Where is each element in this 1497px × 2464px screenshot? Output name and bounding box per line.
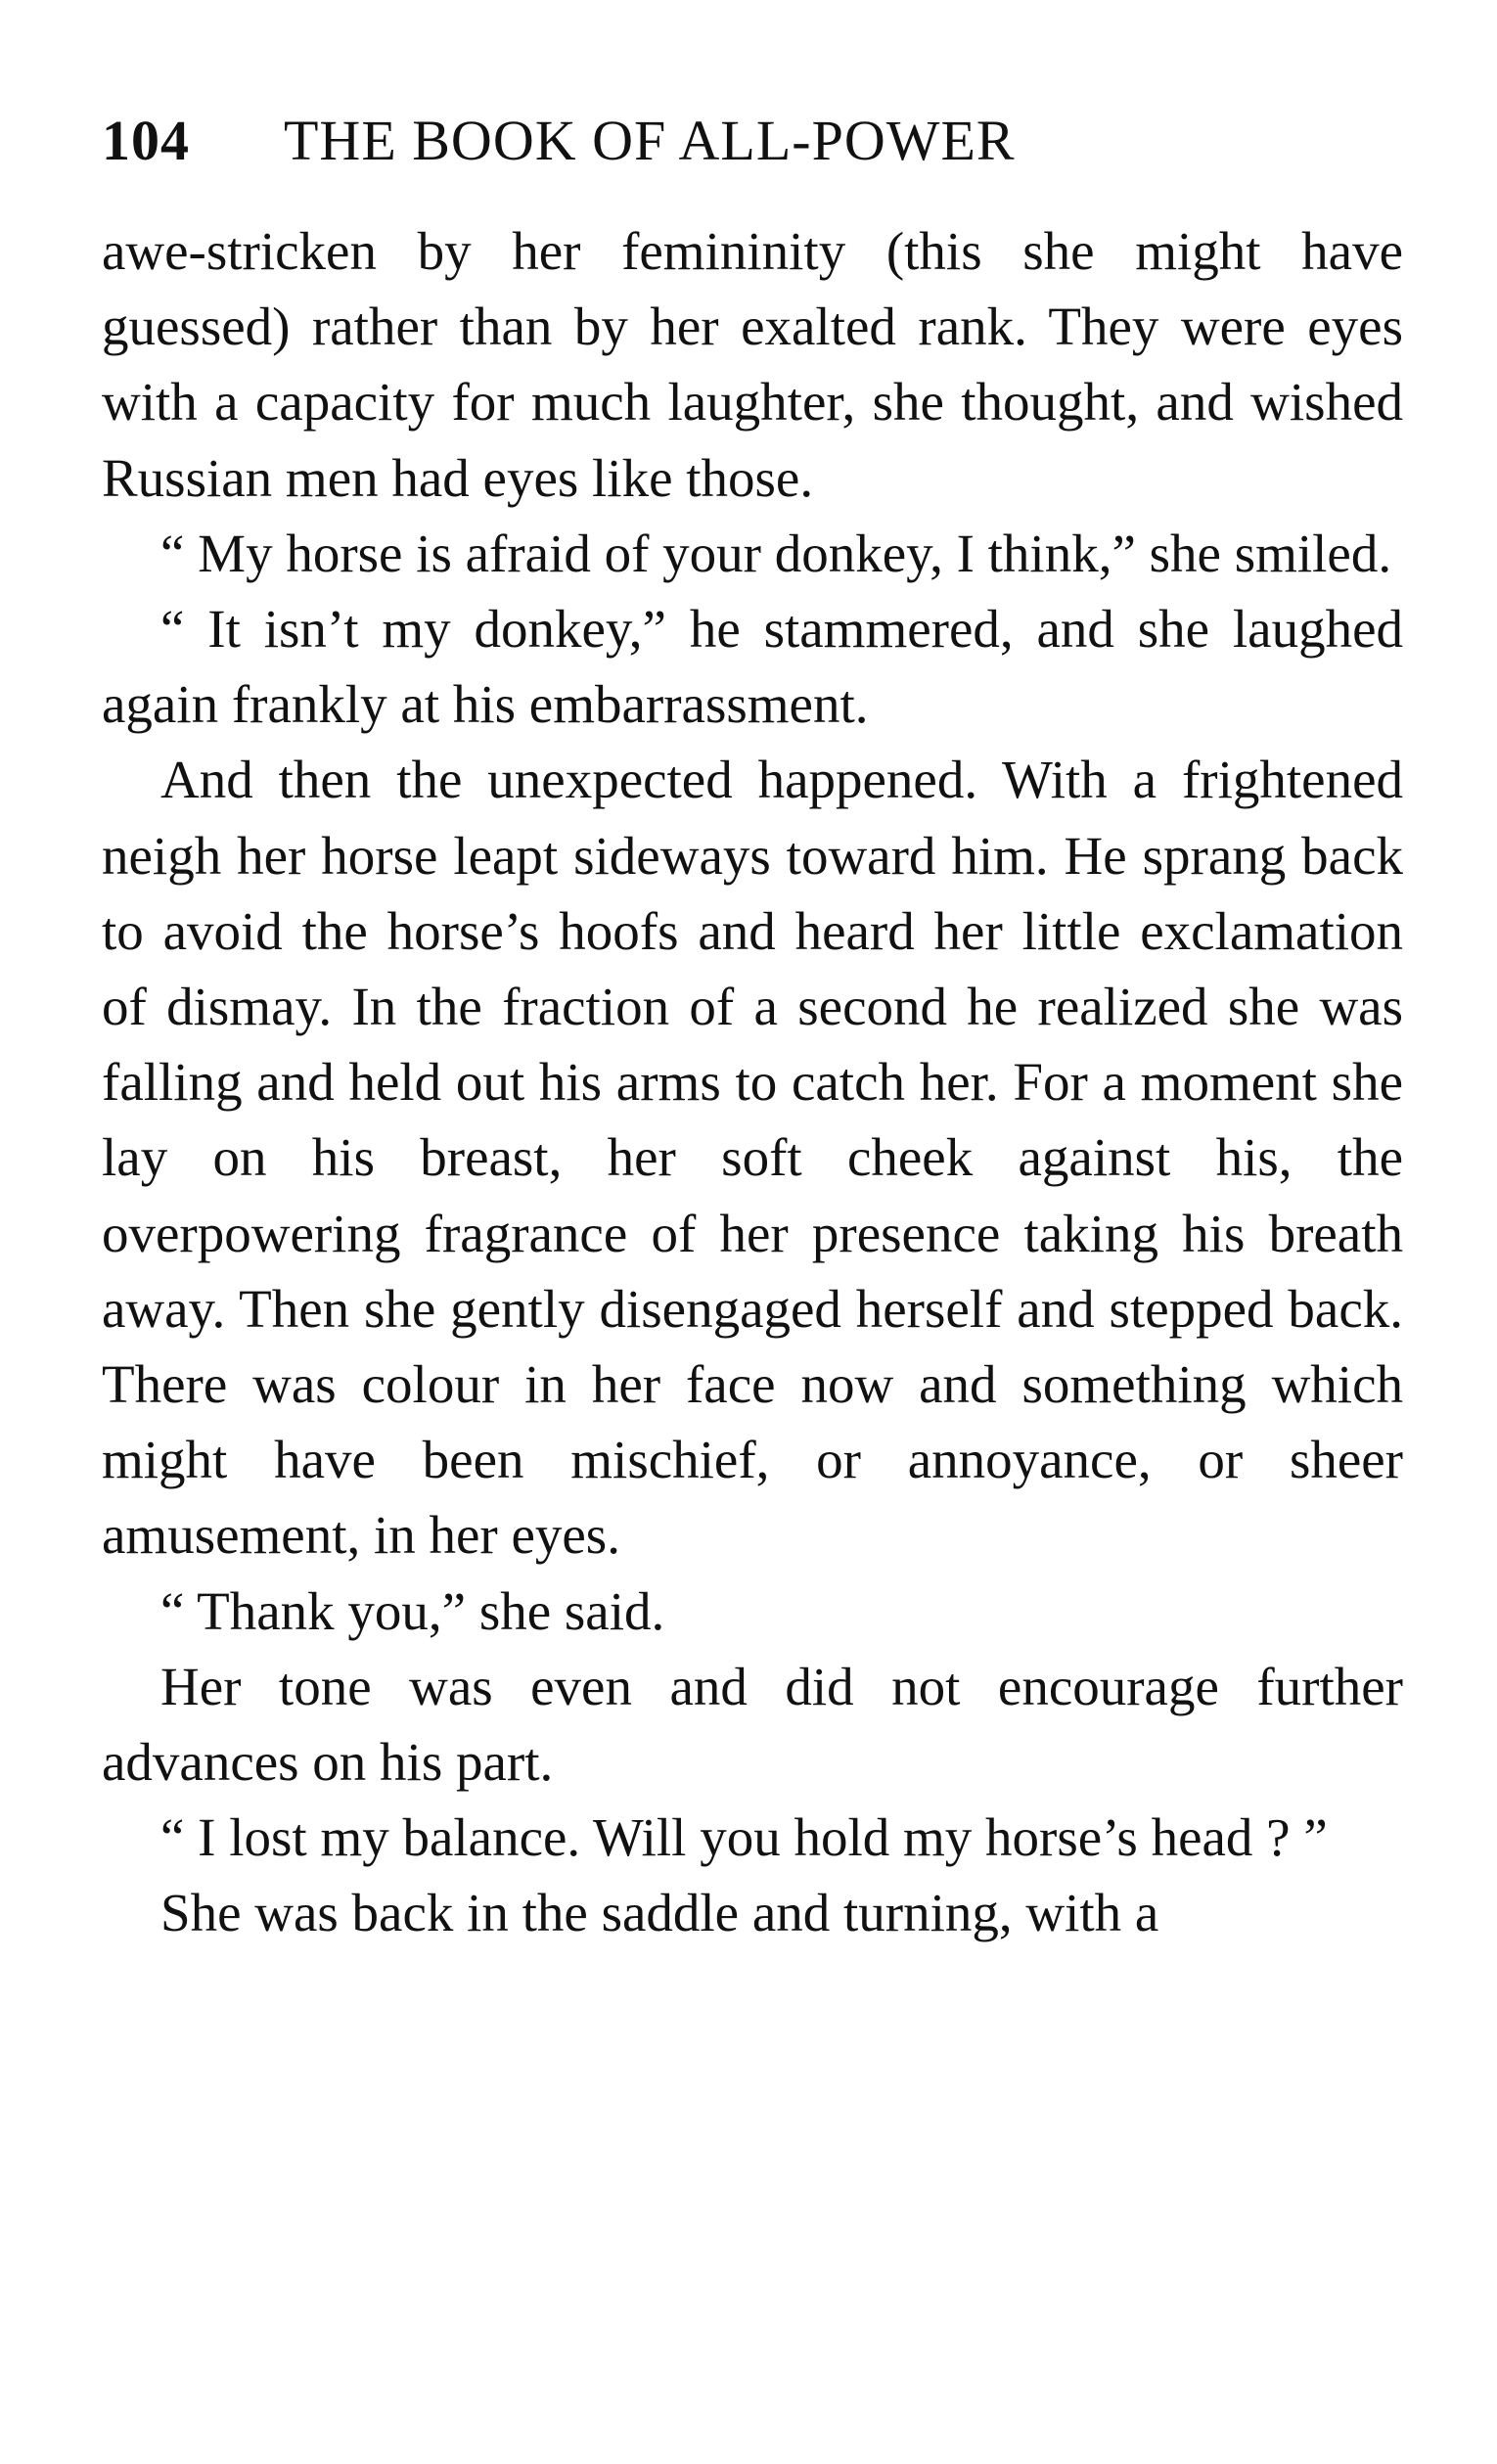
running-title: THE BOOK OF ALL-POWER	[284, 109, 1016, 172]
page-header	[102, 102, 1403, 180]
paragraph-8: She was back in the saddle and turning, with a	[160, 1883, 1159, 1943]
paragraph-2: “ My horse is afraid of your donkey, I think,” she smiled.	[160, 523, 1392, 583]
page-number: 104	[102, 109, 190, 172]
paragraph-3: “ It isn’t my donkey,” he stammered, and she laughed again frankly at his embarrassment.	[102, 599, 1403, 735]
body-text	[102, 213, 1403, 1951]
paragraph-4: And then the unexpected happened. With a frightened neigh her horse leapt sideways toward him. He sprang back to avoid the horse’s hoofs and heard her little exclamation of dismay. In the fraction of a second he realized she was falling and held out his arms to catch her. For a moment she lay on his breast, her soft cheek against his, the overpowering fragrance of her presence taking his breath away. Then she gently disengaged herself and stepped back. There was colour in her face now and something which might have been mischief, or annoyance, or sheer amusement, in her eyes.	[102, 750, 1403, 1566]
paragraph-6: Her tone was even and did not encourage further advances on his part.	[102, 1656, 1403, 1793]
paragraph-1: awe-stricken by her femininity (this she might have guessed) rather than by her exalted rank. They were eyes with a capacity for much laughter, she thought, and wished Russian men had eyes like those.	[102, 221, 1403, 508]
paragraph-7: “ I lost my balance. Will you hold my horse’s head ? ”	[160, 1807, 1328, 1868]
paragraph-5: “ Thank you,” she said.	[160, 1580, 665, 1641]
